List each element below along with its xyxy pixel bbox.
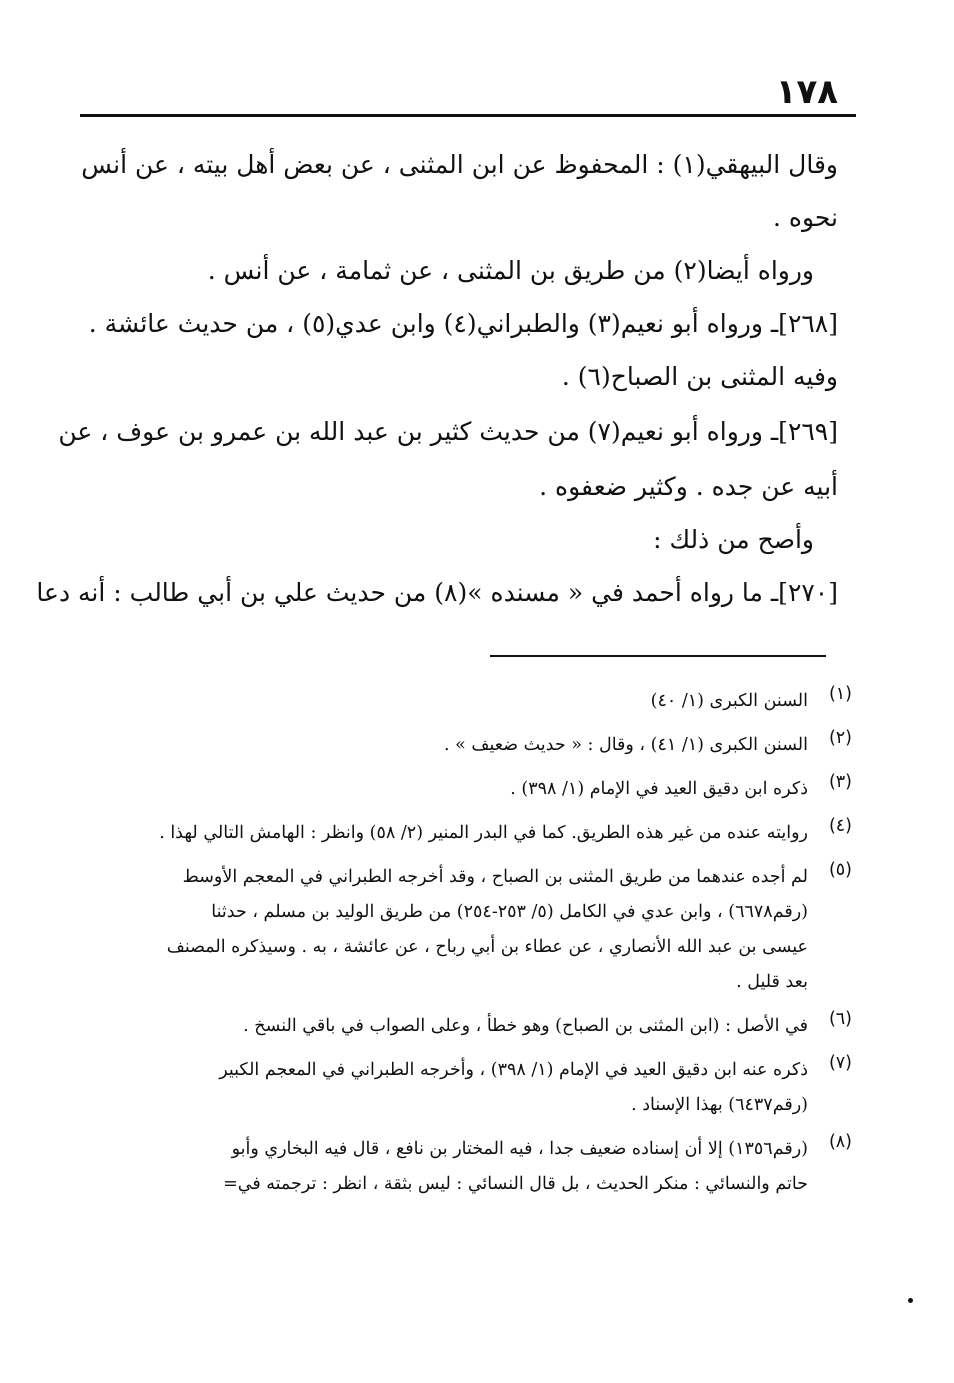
footnote-3 [76,772,852,807]
body-line: وفيه المثنى بن الصباح(٦) . [561,362,838,391]
footnote-6 [76,1009,852,1044]
footnote-line: في الأصل : (ابن المثنى بن الصباح) وهو خطأ ، وعلى الصواب في باقي النسخ . [243,1016,808,1036]
body-line: وأصح من ذلك : [653,525,814,554]
footnote-line: روايته عنده من غير هذه الطريق. كما في البدر المنير (٢/ ٥٨) وانظر : الهامش التالي لهذا . [159,823,808,843]
footnote-line: بعد قليل . [736,972,808,992]
body-line: نحوه . [772,203,838,232]
footnote-number: (٦) [828,1009,852,1029]
header-rule [80,114,856,117]
footnote-2 [76,728,852,763]
footnote-number: (١) [828,684,852,704]
footnote-number: (٨) [828,1132,852,1152]
footnote-7 [76,1053,852,1123]
footnote-1 [76,684,852,719]
footnote-line: (رقم١٣٥٦) إلا أن إسناده ضعيف جدا ، فيه المختار بن نافع ، قال فيه البخاري وأبو [231,1139,808,1159]
footnote-5 [76,860,852,1000]
footnote-line: لم أجده عندهما من طريق المثنى بن الصباح ، وقد أخرجه الطبراني في المعجم الأوسط [182,867,808,887]
footnote-number: (٢) [828,728,852,748]
footnote-separator [490,655,826,657]
body-line: ورواه أيضا(٢) من طريق بن المثنى ، عن ثمامة ، عن أنس . [207,256,814,285]
footnote-line: (رقم٦٦٧٨) ، وابن عدي في الكامل (٥/ ٢٥٣-٢٥٤) من طريق الوليد بن مسلم ، حدثنا [211,902,808,922]
body-line: أبيه عن جده . وكثير ضعفوه . [539,472,838,501]
footnote-number: (٧) [828,1053,852,1073]
footnote-line: (رقم٦٤٣٧) بهذا الإسناد . [631,1095,808,1115]
footnote-number: (٣) [828,772,852,792]
footnote-number: (٤) [828,816,852,836]
body-line: [٢٦٨]ـ ورواه أبو نعيم(٣) والطبراني(٤) وابن عدي(٥) ، من حديث عائشة . [88,309,838,338]
body-line: وقال البيهقي(١) : المحفوظ عن ابن المثنى ، عن بعض أهل بيته ، عن أنس [81,150,838,179]
body-line: [٢٧٠]ـ ما رواه أحمد في « مسنده »(٨) من حديث علي بن أبي طالب : أنه دعا [36,578,838,607]
footnote-number: (٥) [828,860,852,880]
footnote-line: السنن الكبرى (١/ ٤٠) [650,691,808,711]
body-text [36,138,838,619]
footnote-line: عيسى بن عبد الله الأنصاري ، عن عطاء بن أبي رباح ، عن عائشة ، به . وسيذكره المصنف [166,937,808,957]
page-number: ١٧٨ [775,72,838,112]
footnotes [76,684,852,1211]
footnote-line: حاتم والنسائي : منكر الحديث ، بل قال النسائي : ليس بثقة ، انظر : ترجمته في= [223,1174,808,1194]
footnote-line: ذكره ابن دقيق العيد في الإمام (١/ ٣٩٨) . [510,779,808,799]
body-line: [٢٦٩]ـ ورواه أبو نعيم(٧) من حديث كثير بن عبد الله بن عمرو بن عوف ، عن [58,417,838,446]
footnote-line: ذكره عنه ابن دقيق العيد في الإمام (١/ ٣٩٨) ، وأخرجه الطبراني في المعجم الكبير [219,1060,808,1080]
footnote-8 [76,1132,852,1202]
footnote-line: السنن الكبرى (١/ ٤١) ، وقال : « حديث ضعيف » . [443,735,808,755]
scan-dot-mark [908,1298,913,1303]
footnote-4 [76,816,852,851]
